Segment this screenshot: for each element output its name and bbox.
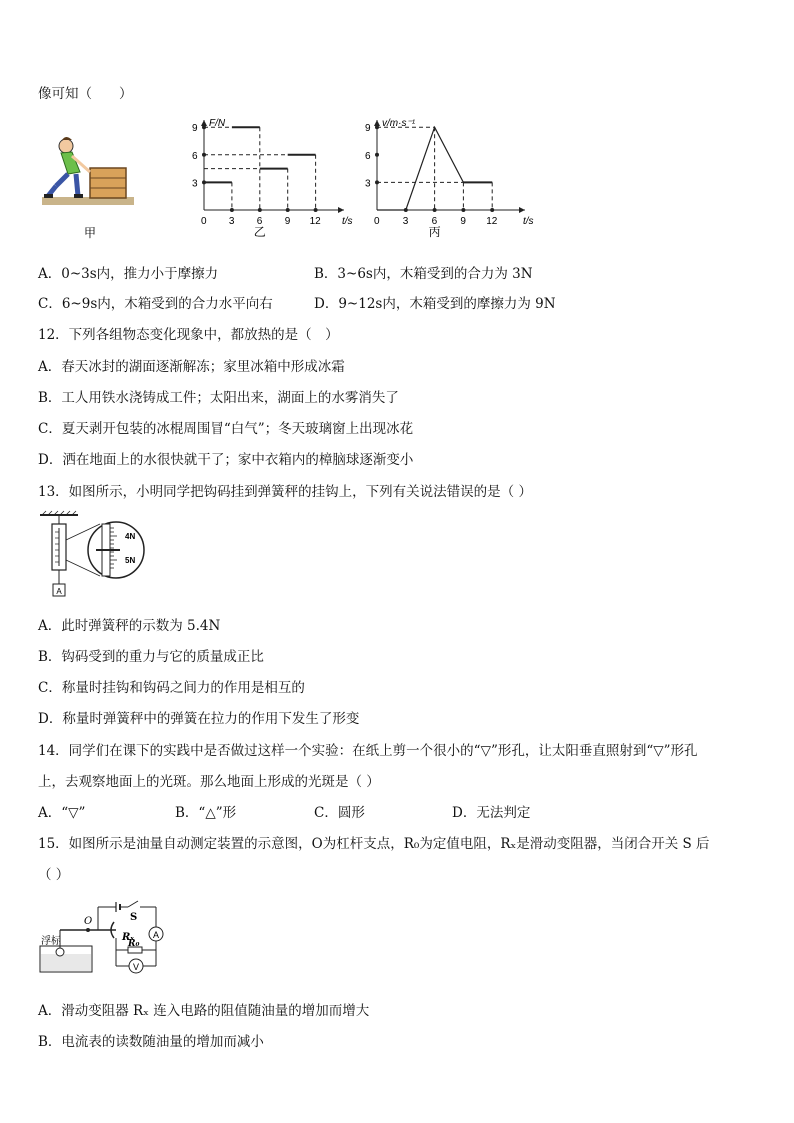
- q13-option-b: B．钩码受到的重力与它的质量成正比: [38, 649, 264, 665]
- x-tick-label: 3: [402, 216, 409, 227]
- y-tick-label: 3: [365, 178, 371, 190]
- x-tick-label: 12: [309, 216, 321, 227]
- rx-label: Rₓ: [122, 932, 135, 943]
- figure-spring-scale: [38, 510, 148, 600]
- caption-bing: 丙: [428, 225, 441, 239]
- x-tick-dot: [258, 208, 262, 212]
- float-label: 浮标: [41, 936, 61, 947]
- q12-option-c: C．夏天剥开包装的冰棍周围冒“白气”；冬天玻璃窗上出现冰花: [38, 421, 414, 437]
- scale-label-5n: 5N: [125, 556, 136, 565]
- x-tick-dot: [490, 208, 494, 212]
- chart-force-time: [192, 112, 352, 244]
- caption-yi: 乙: [253, 225, 266, 239]
- y-tick-dot: [375, 153, 379, 157]
- ammeter-label: A: [152, 930, 160, 940]
- y-axis-arrow: [374, 120, 380, 126]
- x-tick-label: 3: [228, 216, 235, 227]
- q13-option-a: A．此时弹簧秤的示数为 5.4N: [38, 618, 221, 634]
- q12-option-d: D．洒在地面上的水很快就干了；家中衣箱内的樟脑球逐渐变小: [38, 452, 414, 468]
- q11-option-a: A．0~3s内，推力小于摩擦力: [38, 266, 219, 282]
- caption-jia: 甲: [83, 226, 97, 240]
- x-tick-dot: [286, 208, 290, 212]
- q13-option-c: C．称量时挂钩和钩码之间力的作用是相互的: [38, 680, 305, 696]
- x-axis-arrow: [519, 207, 525, 213]
- q14-option-c: C．圆形: [314, 805, 365, 821]
- x-tick-dot: [314, 208, 318, 212]
- x-axis-label: t/s: [523, 216, 534, 227]
- q15-stem-line2: （ ）: [38, 867, 70, 883]
- q14-option-b: B．“△”形: [175, 805, 237, 821]
- q12-option-a: A．春天冰封的湖面逐渐解冻；家里冰箱中形成冰霜: [38, 359, 345, 375]
- x-tick-label: 0: [374, 216, 380, 227]
- figure-jia: [40, 130, 140, 240]
- q12-option-b: B．工人用铁水浇铸成工件；太阳出来，湖面上的水雾消失了: [38, 390, 399, 406]
- x-tick-dot: [461, 208, 465, 212]
- pivot-label: O: [84, 916, 93, 927]
- x-tick-label: 6: [431, 216, 438, 227]
- q15-option-b: B．电流表的读数随油量的增加而减小: [38, 1034, 264, 1050]
- y-tick-label: 3: [192, 178, 198, 190]
- q14-option-a: A．“▽”: [38, 805, 86, 821]
- float: [56, 948, 64, 956]
- y-axis-arrow: [201, 120, 207, 126]
- y-tick-label: 6: [192, 150, 198, 162]
- y-tick-label: 9: [192, 123, 198, 135]
- q13-option-d: D．称量时弹簧秤中的弹簧在拉力的作用下发生了形变: [38, 711, 360, 727]
- boy-pushing: [44, 137, 90, 198]
- y-axis-label: v/m·s⁻¹: [382, 118, 416, 129]
- weight-label: A: [56, 587, 62, 596]
- x-tick-label: 0: [201, 216, 207, 227]
- voltmeter-label: V: [132, 962, 140, 972]
- scale-label-4n: 4N: [125, 532, 136, 541]
- x-tick-dot: [230, 208, 234, 212]
- y-axis-label: F/N: [209, 118, 226, 129]
- x-tick-label: 6: [256, 216, 263, 227]
- q14-stem-line2: 上，去观察地面上的光斑。那么地面上形成的光斑是（ ）: [38, 774, 380, 790]
- x-tick-label: 9: [460, 216, 466, 227]
- chart-velocity-time: [365, 112, 535, 244]
- q12-stem: 12．下列各组物态变化现象中，都放热的是（ ）: [38, 327, 339, 343]
- x-axis-arrow: [338, 207, 344, 213]
- q11-option-d: D．9~12s内，木箱受到的摩擦力为 9N: [314, 296, 556, 312]
- wooden-box: [90, 168, 126, 198]
- q14-option-d: D．无法判定: [452, 805, 531, 821]
- switch-label: S: [130, 912, 138, 923]
- q15-stem-line1: 15．如图所示是油量自动测定装置的示意图，O为杠杆支点，R₀为定值电阻，Rₓ是滑动变阻器，当闭合开关 S 后: [38, 836, 710, 852]
- q11-option-c: C．6~9s内，木箱受到的合力水平向右: [38, 296, 273, 312]
- r0-label: R₀: [128, 939, 140, 949]
- x-tick-dot: [433, 208, 437, 212]
- x-tick-label: 12: [486, 216, 498, 227]
- q15-option-a: A．滑动变阻器 Rₓ 连入电路的阻值随油量的增加而增大: [38, 1003, 370, 1019]
- x-axis-label: t/s: [342, 216, 353, 227]
- figure-oil-gauge-circuit: [38, 892, 168, 982]
- y-tick-label: 6: [365, 150, 371, 162]
- q14-stem-line1: 14．同学们在课下的实践中是否做过这样一个实验：在纸上剪一个很小的“▽”形孔，让太阳垂直照射到“▽”形孔: [38, 743, 698, 759]
- q13-stem: 13．如图所示，小明同学把钩码挂到弹簧秤的挂钩上，下列有关说法错误的是（ ）: [38, 484, 532, 500]
- x-tick-label: 9: [284, 216, 291, 227]
- q11-option-b: B．3~6s内，木箱受到的合力为 3N: [314, 266, 533, 282]
- y-tick-label: 9: [365, 123, 371, 135]
- question-intro: 像可知（ ）: [38, 86, 133, 102]
